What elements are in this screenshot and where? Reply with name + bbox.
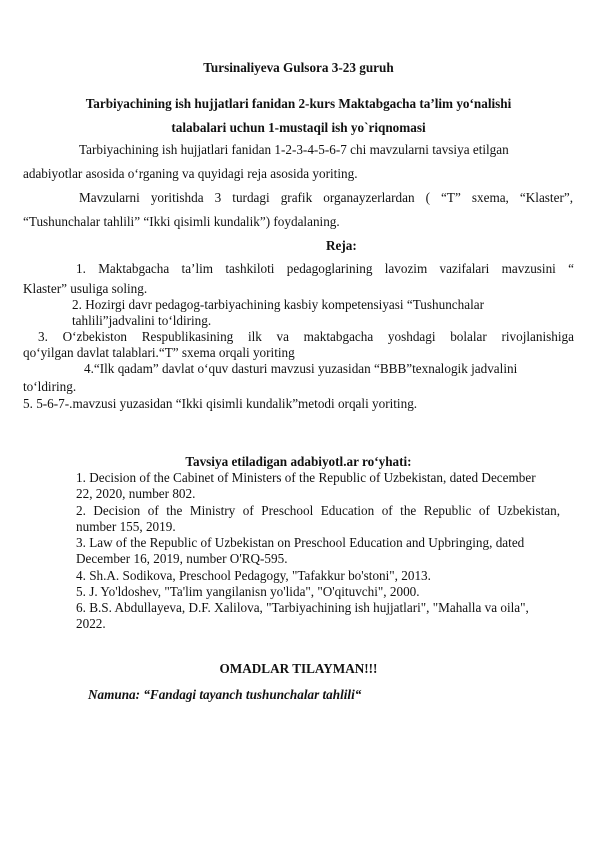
plan-item-4-cont: to‘ldiring. bbox=[23, 379, 77, 394]
reference-item-3: 3. Law of the Republic of Uzbekistan on Preschool Education and Upbringing, dated bbox=[76, 535, 525, 550]
doc-title-line2: talabalari uchun 1-mustaqil ish yo`riqnomasi bbox=[171, 120, 426, 135]
intro-line: adabiyotlar asosida o‘rganing va quyidagi reja asosida yoriting. bbox=[23, 166, 358, 181]
intro-line: Mavzularni yoritishda 3 turdagi grafik organayzerlardan ( “T” sxema, “Klaster”, bbox=[79, 190, 573, 205]
closing-line: OMADLAR TILAYMAN!!! bbox=[219, 661, 378, 676]
reference-item-4: 4. Sh.A. Sodikova, Preschool Pedagogy, "Tafakkur bo'stoni", 2013. bbox=[76, 568, 431, 583]
reference-item-1: 1. Decision of the Cabinet of Ministers of the Republic of Uzbekistan, dated December bbox=[76, 470, 536, 485]
doc-title-line1: Tarbiyachining ish hujjatlari fanidan 2-kurs Maktabgacha ta’lim yo‘nalishi bbox=[85, 96, 512, 111]
plan-item-2: 2. Hozirgi davr pedagog-tarbiyachining kasbiy kompetensiyasi “Tushunchalar bbox=[72, 297, 485, 312]
reference-item-2: 2. Decision of the Ministry of Preschool Education of the Republic of Uzbekistan, bbox=[76, 503, 560, 518]
plan-item-2-cont: tahlili”jadvalini to‘ldiring. bbox=[72, 313, 212, 328]
reference-item-3-cont: December 16, 2019, number O'RQ-595. bbox=[76, 551, 288, 566]
plan-item-3: 3. O‘zbekiston Respublikasining ilk va maktabgacha yoshdagi bolalar rivojlanishiga bbox=[38, 329, 574, 344]
reference-item-2-cont: number 155, 2019. bbox=[76, 519, 176, 534]
reference-item-6-cont: 2022. bbox=[76, 616, 106, 631]
plan-item-5: 5. 5-6-7-.mavzusi yuzasidan “Ikki qisimli kundalik”metodi orqali yoriting. bbox=[23, 396, 418, 411]
plan-item-3-cont: qo‘yilgan davlat talablari.“T” sxema orqali yoriting bbox=[23, 345, 295, 360]
plan-item-1-cont: Klaster” usuliga soling. bbox=[23, 281, 148, 296]
author-line: Tursinaliyeva Gulsora 3-23 guruh bbox=[203, 60, 394, 75]
reference-item-5: 5. J. Yo'ldoshev, "Ta'lim yangilanisn yo'lida", "O'qituvchi", 2000. bbox=[76, 584, 420, 599]
reference-item-1-cont: 22, 2020, number 802. bbox=[76, 486, 196, 501]
sample-caption: Namuna: “Fandagi tayanch tushunchalar tahlili“ bbox=[88, 687, 362, 702]
plan-heading: Reja: bbox=[326, 238, 357, 253]
references-heading: Tavsiya etiladigan adabiyotl.ar ro‘yhati: bbox=[185, 454, 412, 469]
intro-line: “Tushunchalar tahlili” “Ikki qisimli kundalik”) foydalaning. bbox=[23, 214, 340, 229]
reference-item-6: 6. B.S. Abdullayeva, D.F. Xalilova, "Tarbiyachining ish hujjatlari", "Mahalla va oila", bbox=[76, 600, 529, 615]
plan-item-4: 4.“Ilk qadam” davlat o‘quv dasturi mavzusi yuzasidan “BBB”texnalogik jadvalini bbox=[84, 361, 518, 376]
plan-item-1: 1. Maktabgacha ta’lim tashkiloti pedagoglarining lavozim vazifalari mavzusini “ bbox=[76, 261, 574, 276]
intro-line: Tarbiyachining ish hujjatlari fanidan 1-2-3-4-5-6-7 chi mavzularni tavsiya etilgan bbox=[79, 142, 509, 157]
